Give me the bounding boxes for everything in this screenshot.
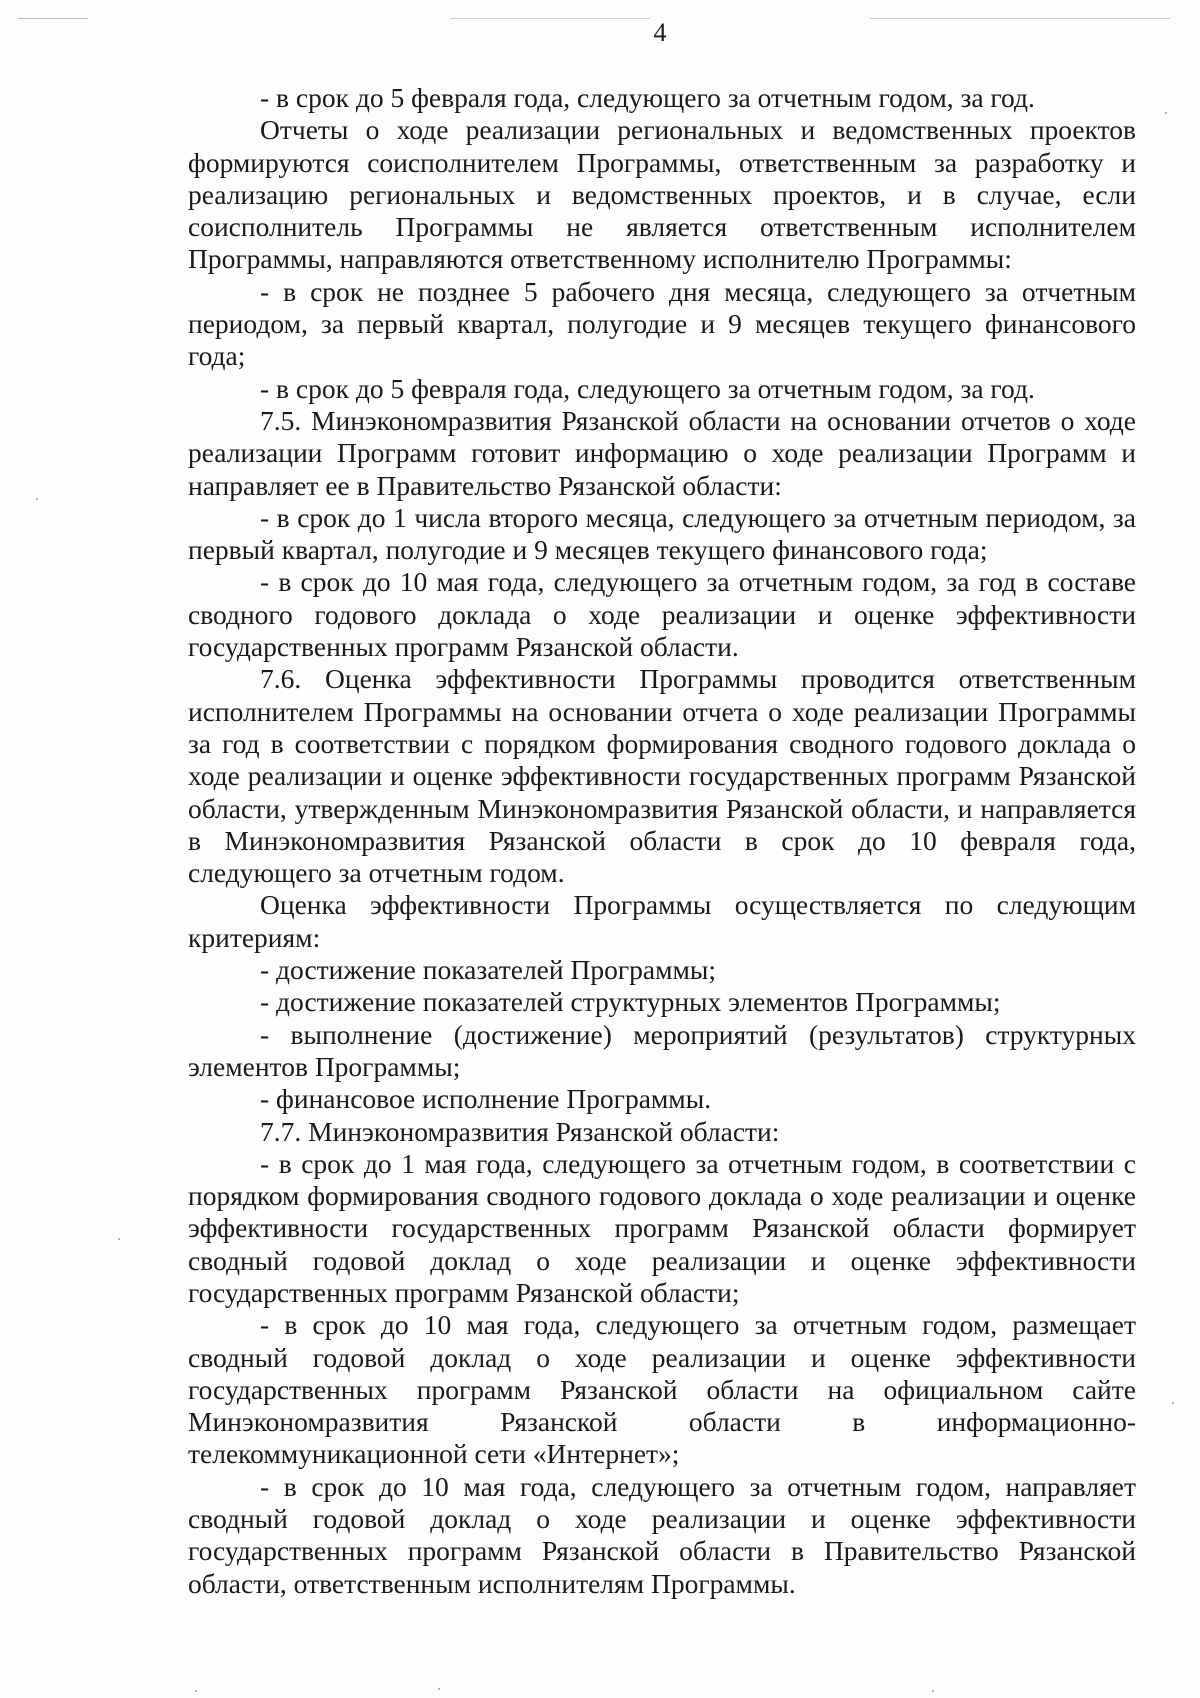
paragraph: - в срок не позднее 5 рабочего дня месяца, следующего за отчетным периодом, за первый квартал, полугодие и 9 месяцев текущего финансового года; (188, 275, 1136, 372)
scan-speck (1172, 1402, 1174, 1404)
scan-speck (1165, 112, 1167, 114)
paragraph: 7.5. Минэкономразвития Рязанской области на основании отчетов о ходе реализации Программ готовит информацию о ходе реализации Программ и направляет ее в Правительство Рязанской области: (188, 404, 1136, 501)
paragraph: Отчеты о ходе реализации региональных и ведомственных проектов формируются соисполнителем Программы, ответственным за разработку и реализацию региональных и ведомственных проектов, и в случае, если соисполнитель Программы не является ответственным исполнителем Программы, направляются ответственному исполнителю Программы: (188, 114, 1136, 275)
scan-speck (932, 1690, 934, 1692)
paragraph: - в срок до 1 мая года, следующего за отчетным годом, в соответствии с порядком формирования сводного годового доклада о ходе реализации и оценке эффективности государственных программ Рязанской области формирует сводный годовой доклад о ходе реализации и оценке эффективности государственных программ Рязанской области; (188, 1147, 1136, 1308)
paragraph: Оценка эффективности Программы осуществляется по следующим критериям: (188, 889, 1136, 953)
paragraph: - в срок до 10 мая года, следующего за отчетным годом, направляет сводный годовой доклад о ходе реализации и оценке эффективности государственных программ Рязанской области в Правительство Рязанской области, ответственным исполнителям Программы. (188, 1470, 1136, 1599)
scan-speck (438, 1688, 440, 1690)
paragraph: - в срок до 1 числа второго месяца, следующего за отчетным периодом, за первый квартал, полугодие и 9 месяцев текущего финансового года; (188, 501, 1136, 566)
paragraph: - достижение показателей Программы; (260, 954, 716, 986)
paragraph: - выполнение (достижение) мероприятий (результатов) структурных элементов Программы; (188, 1018, 1136, 1082)
scan-speck (36, 498, 38, 500)
page-number: 4 (653, 18, 667, 47)
paragraph: - финансовое исполнение Программы. (260, 1083, 712, 1115)
paragraph: - в срок до 10 мая года, следующего за отчетным годом, размещает сводный годовой доклад о ходе реализации и оценке эффективности государственных программ Рязанской области на официальном сайте Минэкономразвития Рязанской области в информационно-телекоммуникационной сети «Интернет»; (188, 1309, 1136, 1470)
paragraph: - в срок до 10 мая года, следующего за отчетным годом, за год в составе сводного годового доклада о ходе реализации и оценке эффективности государственных программ Рязанской области. (188, 566, 1136, 663)
paragraph: - в срок до 5 февраля года, следующего за отчетным годом, за год. (260, 82, 1035, 113)
paragraph: 7.6. Оценка эффективности Программы проводится ответственным исполнителем Программы на основании отчета о ходе реализации Программы за год в соответствии с порядком формирования сводного годового доклада о ходе реализации и оценке эффективности государственных программ Рязанской области, утвержденным Минэкономразвития Рязанской области, и направляется в Минэкономразвития Рязанской области в срок до 10 февраля года, следующего за отчетным годом. (188, 663, 1136, 889)
scan-speck (195, 1690, 197, 1692)
scan-speck (118, 1238, 120, 1240)
paragraph: 7.7. Минэкономразвития Рязанской области: (260, 1115, 780, 1147)
paragraph: - в срок до 5 февраля года, следующего за отчетным годом, за год. (260, 372, 1035, 404)
paragraph: - достижение показателей структурных элементов Программы; (260, 986, 1001, 1018)
document-body (188, 82, 1136, 1600)
